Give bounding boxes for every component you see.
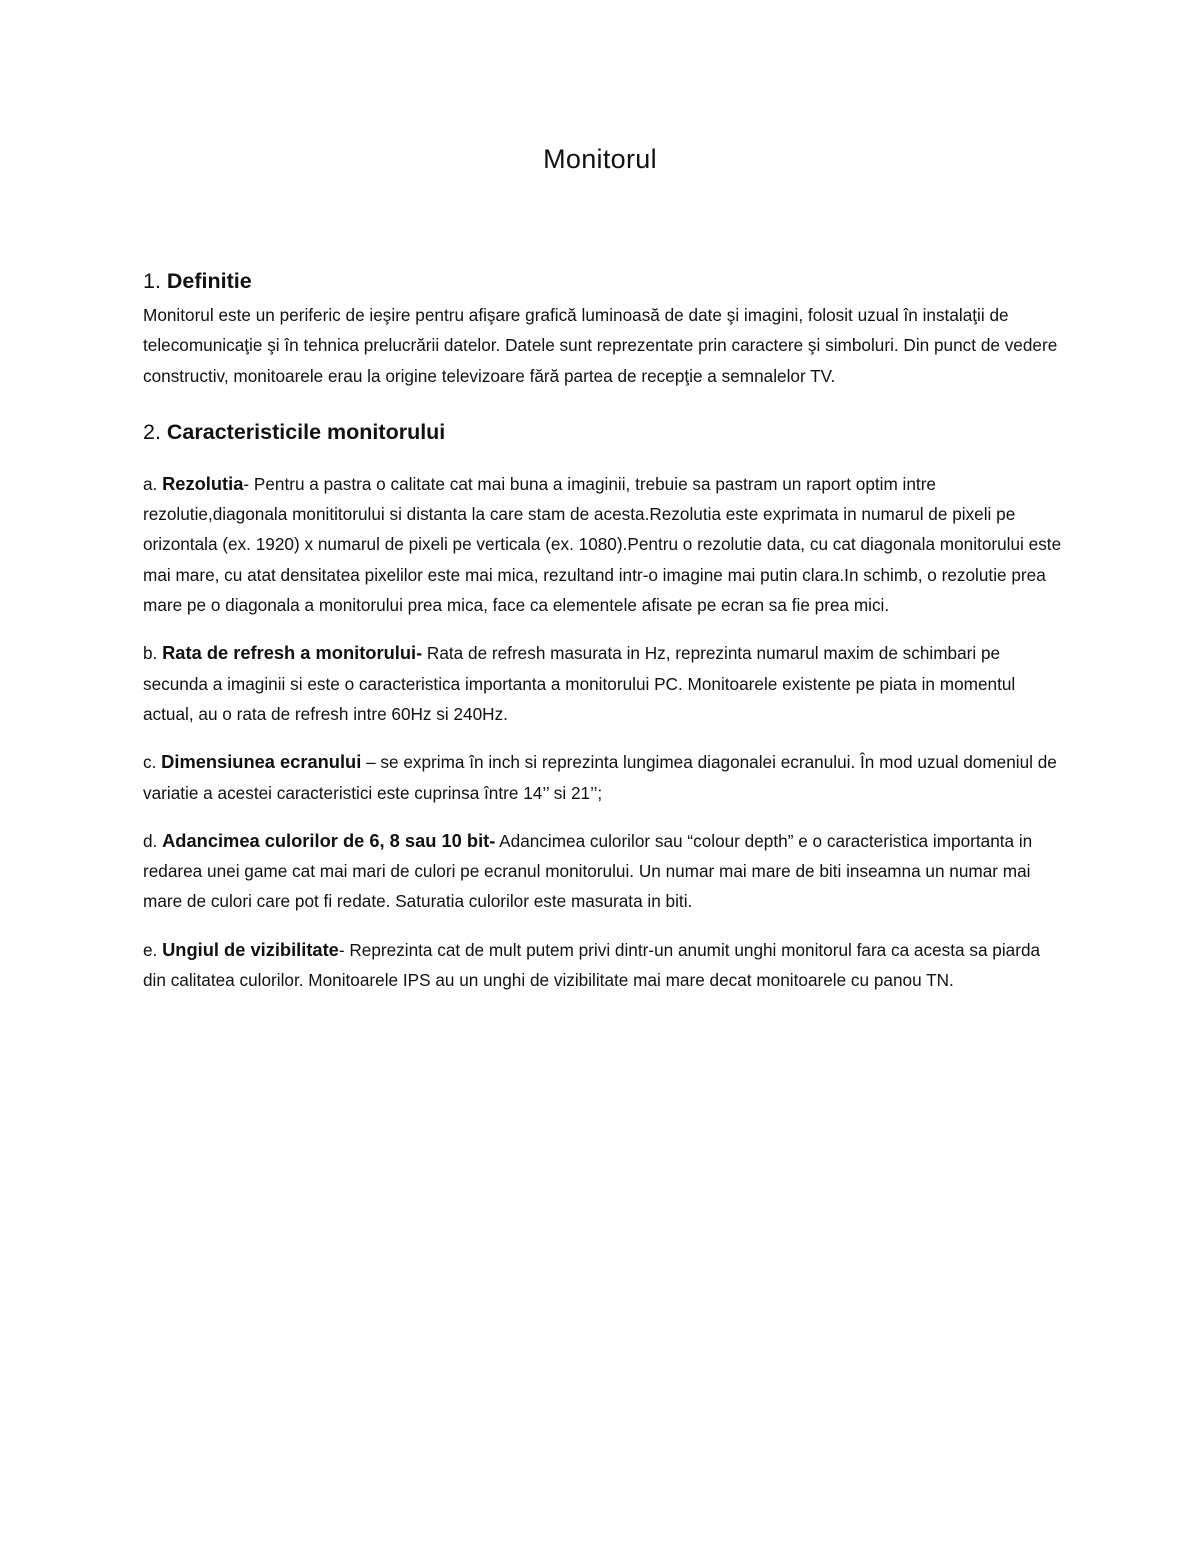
item-term: Dimensiunea ecranului — [161, 751, 362, 773]
item-term: Rata de refresh a monitorului- — [162, 642, 423, 664]
section-heading-definitie — [143, 266, 1063, 296]
item-letter: b. — [143, 643, 163, 664]
characteristic-item-unghi-vizibilitate — [143, 935, 1063, 996]
section-heading-caracteristici — [143, 417, 1063, 447]
section-number: 1. — [143, 269, 167, 293]
item-term: Adancimea culorilor de 6, 8 sau 10 bit- — [162, 829, 496, 851]
item-letter: c. — [143, 752, 162, 773]
item-text: - Reprezinta cat de mult putem privi dintr-un anumit unghi monitorul fara ca acesta sa piarda din calitatea culorilor. Monitoarele IPS au un unghi de vizibilitate mai mare decat monitoarele cu panou TN. — [143, 939, 1041, 991]
item-text: Adancimea culorilor sau “colour depth” e o caracteristica importanta in redarea unei game cat mai mari de culori pe ecranul monitorului. Un numar mai mare de biti inseamna un numar mai mare de culori care pot fi redate. Saturatia culorilor este masurata in biti. — [143, 830, 1033, 912]
item-text: – se exprima în inch si reprezinta lungimea diagonalei ecranului. În mod uzual domeniul de variatie a acestei caracteristici este cuprinsa între 14’’ si 21’’; — [143, 752, 1057, 803]
section-title: Caracteristicile monitorului — [166, 419, 446, 444]
characteristic-item-dimensiune — [143, 747, 1063, 808]
characteristic-item-rata-refresh — [143, 638, 1063, 729]
item-letter: e. — [143, 939, 163, 960]
characteristic-item-adancime-culori — [143, 826, 1063, 917]
item-term: Ungiul de vizibilitate — [162, 938, 339, 960]
item-letter: d. — [143, 830, 163, 851]
item-text: Rata de refresh masurata in Hz, reprezinta numarul maxim de schimbari pe secunda a imaginii si este o caracteristica importanta a monitorului PC. Monitoarele existente pe piata in momentul actual, au o rata de refresh intre 60Hz si 240Hz. — [143, 643, 1016, 724]
characteristic-item-rezolutia — [143, 469, 1063, 620]
definition-paragraph: Monitorul este un periferic de ieşire pentru afişare grafică luminoasă de date şi imagini, folosit uzual în instalaţii de telecomunicaţie şi în tehnica prelucrării datelor. Datele sunt reprezentate prin caractere şi simboluri. Din punct de vedere constructiv, monitoarele erau la origine televizoare fără partea de recepţie a semnalelor TV. — [143, 305, 1058, 386]
section-title: Definitie — [166, 269, 252, 293]
section-number: 2. — [143, 419, 167, 444]
item-text: - Pentru a pastra o calitate cat mai buna a imaginii, trebuie sa pastram un raport optim intre rezolutie,diagonala monititorului si distanta la care stam de acesta.Rezolutia este exprimata in numarul de pixeli pe orizontala (ex. 1920) x numarul de pixeli pe verticala (ex. 1080).Pentru o rezolutie data, cu cat diagonala monitorului este mai mare, cu atat densitatea pixelilor este mai mica, rezultand intr-o imagine mai putin clara.In schimb, o rezolutie prea mare pe o diagonala a monitorului prea mica, face ca elementele afisate pe ecran sa fie prea mici. — [143, 473, 1062, 616]
document-body — [143, 266, 1063, 1013]
item-term: Rezolutia — [162, 472, 244, 494]
document-title: Monitorul — [543, 144, 657, 174]
item-letter: a. — [143, 473, 163, 494]
